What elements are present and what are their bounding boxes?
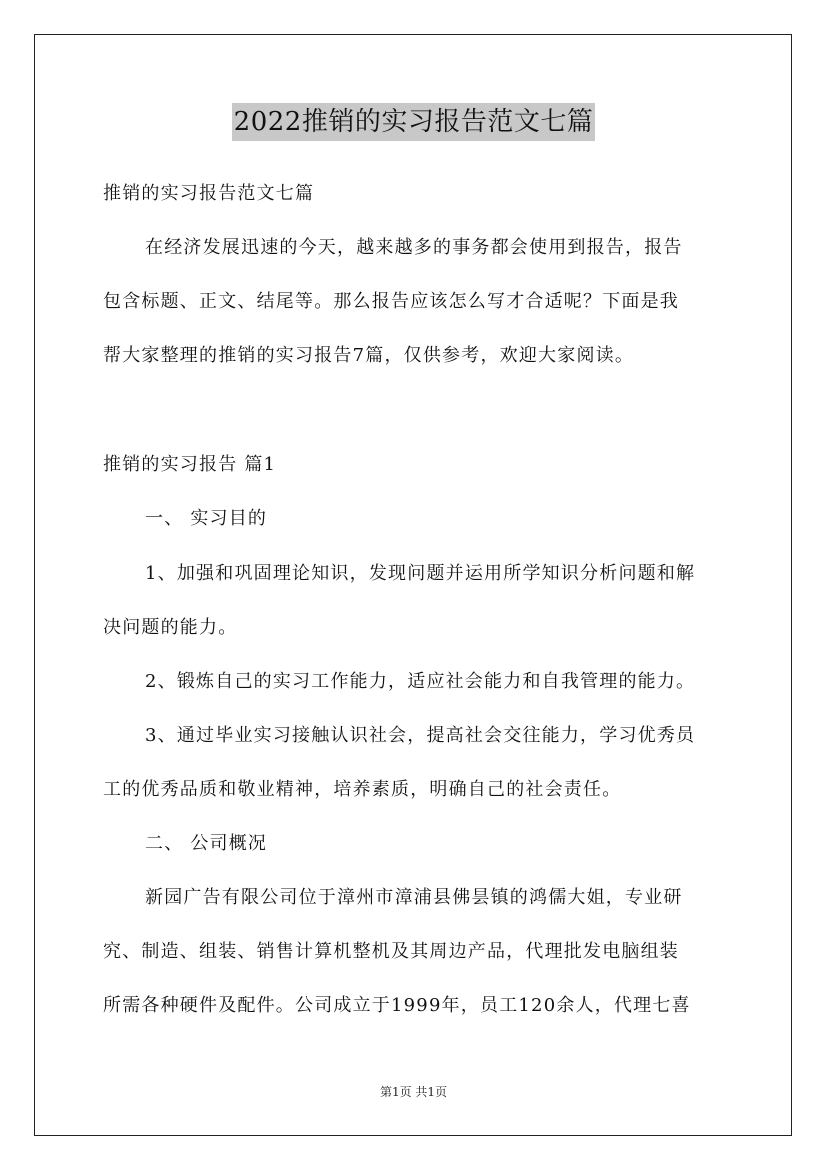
part2-line-1: 新园广告有限公司位于漳州市漳浦县佛昙镇的鸿儒大姐，专业研 xyxy=(145,887,683,908)
part2-heading: 二、 公司概况 xyxy=(145,833,268,854)
page-footer: 第1页 共1页 xyxy=(379,1085,448,1099)
document-title: 2022推销的实习报告范文七篇 xyxy=(232,103,596,141)
part1-item-2: 2、锻炼自己的实习工作能力，适应社会能力和自我管理的能力。 xyxy=(145,671,696,692)
intro-line-3: 帮大家整理的推销的实习报告7篇，仅供参考，欢迎大家阅读。 xyxy=(103,345,635,366)
part1-heading: 一、 实习目的 xyxy=(145,508,268,529)
part2-line-3: 所需各种硬件及配件。公司成立于1999年，员工120余人，代理七喜 xyxy=(103,995,691,1016)
part1-item-1: 1、加强和巩固理论知识，发现问题并运用所学知识分析问题和解 xyxy=(145,563,696,584)
part1-item-1-cont: 决问题的能力。 xyxy=(103,617,238,638)
part2-line-2: 究、制造、组装、销售计算机整机及其周边产品，代理批发电脑组装 xyxy=(103,941,679,962)
section-heading: 推销的实习报告 篇1 xyxy=(103,454,277,475)
intro-line-1: 在经济发展迅速的今天，越来越多的事务都会使用到报告，报告 xyxy=(145,237,683,258)
document-subtitle: 推销的实习报告范文七篇 xyxy=(103,183,315,204)
part1-item-3: 3、通过毕业实习接触认识社会，提高社会交往能力，学习优秀员 xyxy=(145,725,696,746)
intro-line-2: 包含标题、正文、结尾等。那么报告应该怎么写才合适呢？下面是我 xyxy=(103,291,679,312)
title-container xyxy=(0,103,827,141)
part1-item-3-cont: 工的优秀品质和敬业精神，培养素质，明确自己的社会责任。 xyxy=(103,779,622,800)
